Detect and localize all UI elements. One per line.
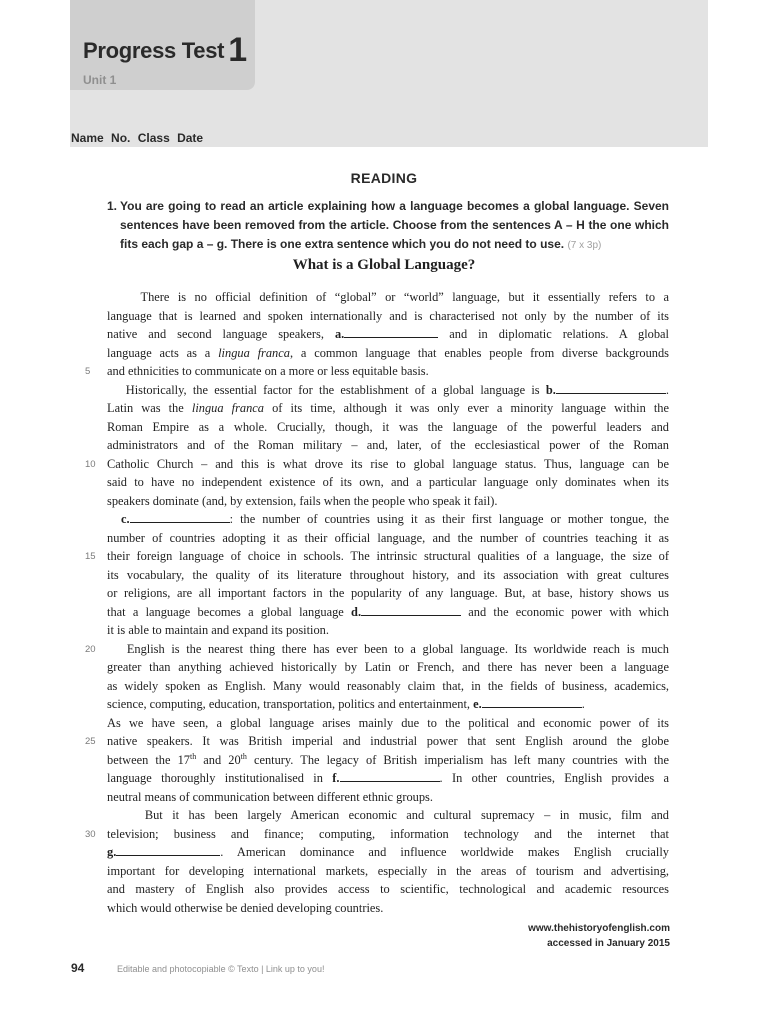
article-line: Roman Empire as a whole. Crucially, though, it was the language of the powerful leaders and <box>107 419 669 434</box>
page-title <box>83 28 247 67</box>
article-line: 5 and ethnicities to communicate on a more or less equitable basis. <box>107 362 669 381</box>
article-line: neutral means of communication between different ethnic groups. <box>107 789 433 804</box>
article-line: between the 17th and 20th century. The legacy of British imperialism has left many countries with the <box>107 751 669 767</box>
task-instruction <box>107 197 669 255</box>
page-number: 94 <box>71 961 85 975</box>
gap-a[interactable] <box>344 325 438 338</box>
article-line: speakers dominate (and, by extension, fails when the people who speak it fail). <box>107 493 498 508</box>
article-line: administrators and of the Roman military – and, later, of the ecclesiastical power of the Roman <box>107 438 669 452</box>
gap-d[interactable] <box>361 603 461 616</box>
name-field-label: Name <box>71 131 104 145</box>
article-line: 25 native speakers. It was British imperial and industrial power that sent English around the globe <box>107 732 669 751</box>
gap-label-b: b. <box>545 382 556 397</box>
title-number: 1 <box>228 31 248 69</box>
article-line: As we have seen, a global language arises mainly due to the political and economic power of its <box>107 715 669 730</box>
article-line: and mastery of English also provides access to scientific, technological and academic resources <box>107 882 669 896</box>
gap-label-f: f. <box>332 771 340 785</box>
task-points: (7 x 3p) <box>567 240 602 251</box>
unit-label: Unit 1 <box>83 73 117 87</box>
article-line: science, computing, education, transportation, politics and entertainment, e. . <box>107 697 585 711</box>
date-field-label: Date <box>177 131 204 145</box>
article-line: c. : the number of countries using it as their first language or mother tongue, the <box>121 512 669 526</box>
gap-c[interactable] <box>130 510 230 523</box>
line-number-25: 25 <box>85 736 96 747</box>
article-line: as widely spoken as English. Many would reasonably claim that, in the fields of business, academics, <box>107 678 669 693</box>
gap-label-d: d. <box>351 604 362 619</box>
article-line: number of countries adopting it as their official language, and the number of countries teaching it as <box>107 530 669 545</box>
article-line: it is able to maintain and expand its position. <box>107 623 329 637</box>
task-text: You are going to read an article explaining how a language becomes a global language. Seven sentences have been removed from the article. Choose from the sentences A – H the one which fits each gap a – g. There is one extra sentence which you do not need to use. <box>120 199 669 251</box>
article-line: But it has been largely American economic and cultural supremacy – in music, film and <box>107 808 669 822</box>
source-url: www.thehistoryofenglish.com <box>528 923 670 934</box>
article-line: language that is learned and spoken internationally and is characterised not only by the number of its <box>107 308 669 323</box>
task-number: 1. <box>107 199 118 213</box>
gap-g[interactable] <box>116 843 220 856</box>
line-number-20: 20 <box>85 643 96 655</box>
line-number-5: 5 <box>85 366 91 377</box>
line-number-15: 15 <box>85 551 96 562</box>
article-line: said to have no independent existence of its own, and a particular language only dominates when its <box>107 475 669 489</box>
class-field-label: Class <box>137 131 170 145</box>
gap-b[interactable] <box>556 381 666 394</box>
article-line: Latin was the lingua franca of its time, although it was only ever a minority language within the <box>107 401 669 415</box>
article-line: 20 English is the nearest thing there has ever been to a global language. Its worldwide reach is much <box>107 640 669 659</box>
number-field-label: No. <box>111 131 131 145</box>
article-line: greater than anything achieved historically by Latin or French, and there has never been a language <box>107 660 669 674</box>
article-line: 15 their foreign language of choice in schools. The intrinsic structural qualities of a language, the size of <box>107 547 669 566</box>
article-line: that a language becomes a global language d. and the economic power with which <box>107 604 669 619</box>
article-line: Historically, the essential factor for the establishment of a global language is b. . <box>107 382 669 397</box>
article-line: native and second language speakers, a. and in diplomatic relations. A global <box>107 327 669 341</box>
article-body <box>85 288 669 917</box>
section-heading: READING <box>350 170 418 186</box>
article-line: which would otherwise be denied developing countries. <box>107 900 384 915</box>
gap-label-a: a. <box>334 327 345 341</box>
article-line: 30 television; business and finance; computing, information technology and the internet that <box>107 825 669 844</box>
article-line: its vocabulary, the quality of its literature throughout history, and its association with great cultures <box>107 567 669 582</box>
gap-label-c: c. <box>121 512 130 526</box>
gap-label-e: e. <box>473 697 482 711</box>
article-line: or religions, are all important factors in the popularity of any language. But, at base, history shows us <box>107 586 669 600</box>
line-number-10: 10 <box>85 458 96 470</box>
article-line: g. . American dominance and influence worldwide makes English crucially <box>107 845 669 859</box>
article-line: language thoroughly institutionalised in f. . In other countries, English provides a <box>107 771 669 785</box>
article-line: language acts as a lingua franca, a common language that enables people from diverse backgrounds <box>107 345 669 360</box>
title-text: Progress Test <box>83 38 225 63</box>
article-line: 10 Catholic Church – and this is what drove its rise to global language status. Thus, language can be <box>107 455 669 474</box>
source-accessed: accessed in January 2015 <box>547 938 670 949</box>
line-number-30: 30 <box>85 828 96 840</box>
gap-label-g: g. <box>107 845 117 859</box>
article-line: There is no official definition of “global” or “world” language, but it essentially refers to a <box>107 290 669 304</box>
article-line: important for developing international markets, especially in the areas of tourism and advertising, <box>107 863 669 878</box>
footer-copyright: Editable and photocopiable © Texto | Link up to you! <box>117 964 325 974</box>
gap-e[interactable] <box>482 695 582 708</box>
student-fields <box>71 131 207 145</box>
article-title: What is a Global Language? <box>292 257 476 273</box>
gap-f[interactable] <box>340 769 440 782</box>
article-source <box>528 921 670 951</box>
